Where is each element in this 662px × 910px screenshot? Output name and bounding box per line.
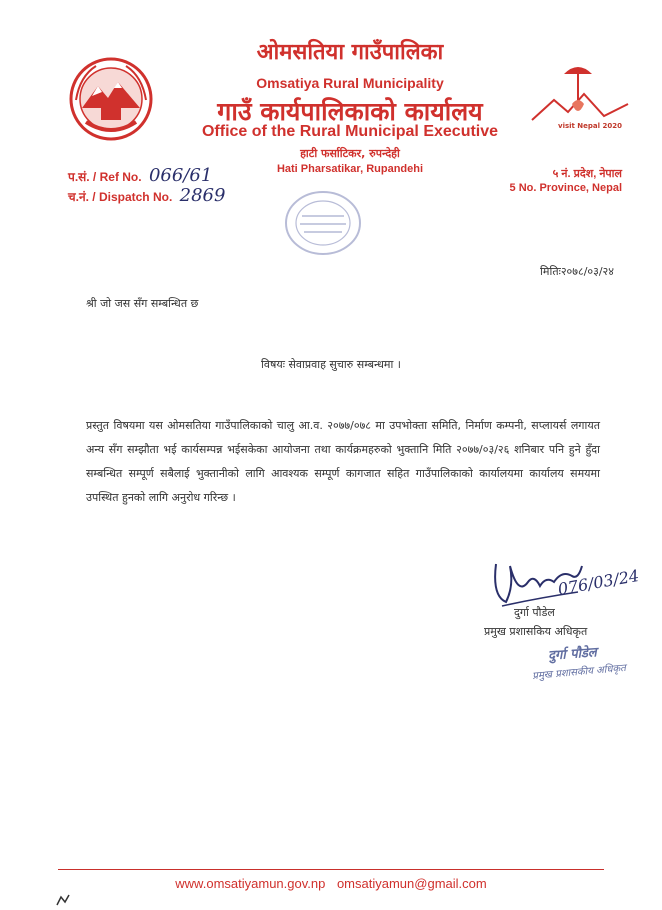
province-np: ५ नं. प्रदेश, नेपाल xyxy=(552,168,622,180)
municipality-emblem-icon xyxy=(66,56,156,142)
office-name-np: गाउँ कार्यपालिकाको कार्यालय xyxy=(217,97,483,126)
signatory-name: दुर्गा पौडेल xyxy=(514,606,555,619)
address-en: Hati Pharsatikar, Rupandehi xyxy=(276,163,424,175)
footer-contact xyxy=(0,876,662,891)
ref-number xyxy=(68,165,212,186)
footer-email: omsatiyamun@gmail.com xyxy=(336,876,487,891)
visit-nepal-caption: visit Nepal 2020 xyxy=(558,122,622,130)
addressee: श्री जो जस सँग सम्बन्धित छ xyxy=(86,297,199,310)
dispatch-value: 2869 xyxy=(179,185,226,206)
dispatch-number xyxy=(68,185,225,206)
footer-divider xyxy=(58,869,604,870)
letter-date: मितिः२०७८/०३/२४ xyxy=(540,265,614,278)
municipality-name-en: Omsatiya Rural Municipality xyxy=(256,75,444,91)
dispatch-label: च.नं. / Dispatch No. xyxy=(68,190,173,204)
scan-artifact-icon xyxy=(56,894,70,906)
ref-label: प.सं. / Ref No. xyxy=(68,170,142,184)
address-np: हाटी फर्साटिकर, रुपन्देही xyxy=(300,147,400,160)
municipality-name-np: ओमसतिया गाउँपालिका xyxy=(256,40,444,65)
province-en: 5 No. Province, Nepal xyxy=(509,182,622,194)
signatory-title: प्रमुख प्रशासकिय अधिकृत xyxy=(484,625,588,638)
footer-website: www.omsatiyamun.gov.np xyxy=(175,876,326,891)
ref-value: 066/61 xyxy=(148,165,213,186)
visit-nepal-logo xyxy=(528,56,634,140)
stamp-signatory-name: दुर्गा पौडेल xyxy=(547,645,598,664)
subject-line: विषयः सेवाप्रवाह सुचारु सम्बन्धमा । xyxy=(261,358,401,371)
signature-date: 076/03/24 xyxy=(556,565,641,599)
office-seal-icon xyxy=(282,188,364,258)
body-paragraph: प्रस्तुत विषयमा यस ओमसतिया गाउँपालिकाको चालु आ.व. २०७७/०७८ मा उपभोक्ता समिति, निर्माण कम्पनी, सप्लायर्स लगायत अन्य सँग सम्झौता भई कार्यसम्पन्न भईसकेका आयोजना तथा कार्यक्रमहरुको भुक्तानि मिति २०७७/०३/२६ शनिबार पनि हुने हुँदा सम्बन्धित सम्पूर्ण सबैलाई भुक्तानीको लागि आवश्यक सम्पूर्ण कागजात सहित गाउँपालिकाको कार्यालयमा कार्यालय समयमा उपस्थित हुनको लागि अनुरोध गरिन्छ । xyxy=(86,419,600,504)
stamp-signatory-title: प्रमुख प्रशासकीय अधिकृत xyxy=(531,662,627,683)
office-name-en: Office of the Rural Municipal Executive xyxy=(201,123,499,140)
